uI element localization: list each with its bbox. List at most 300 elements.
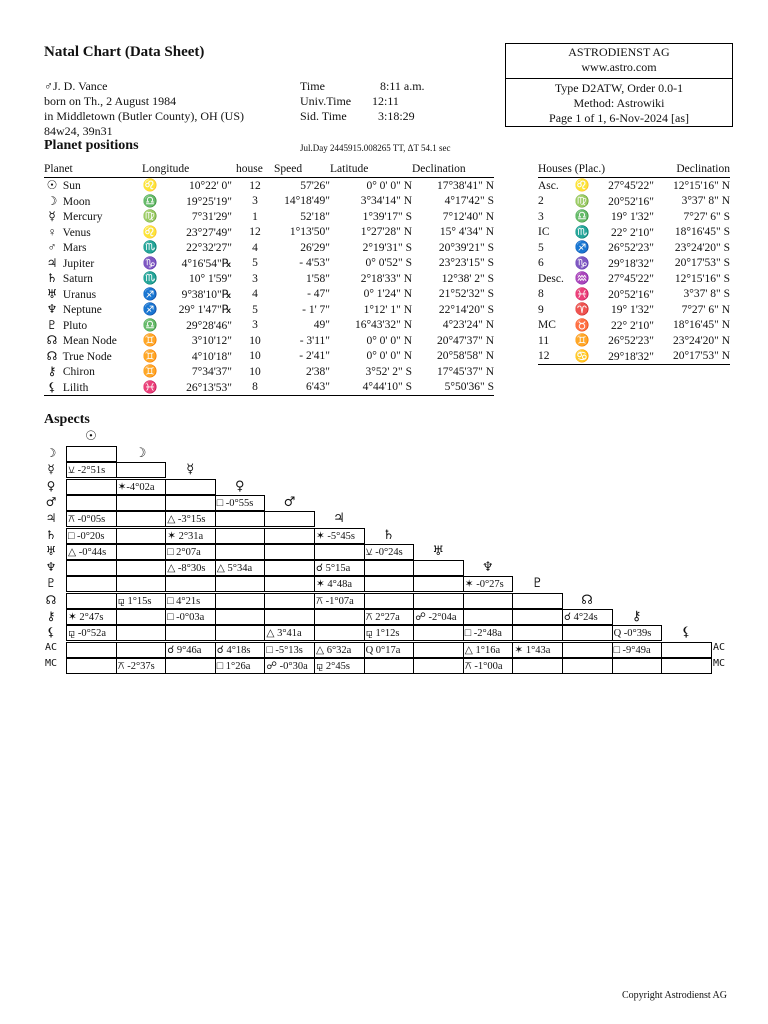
planet-row	[44, 364, 494, 380]
house-table-header	[538, 160, 730, 178]
aspect-cell	[66, 642, 117, 658]
aspect-cell	[116, 576, 167, 592]
aspect-row-glyph-icon: ⚸	[46, 625, 56, 640]
planet-glyph-icon: ♇	[46, 317, 58, 332]
planet-row	[44, 240, 494, 256]
aspect-cell: □ 2°07a	[165, 544, 216, 560]
aspect-cell: □ -2°48a	[463, 625, 514, 641]
planet-glyph-icon: ☿	[48, 209, 56, 224]
house-row	[538, 194, 730, 210]
house-declination: 20°17'53" N	[658, 349, 730, 365]
house-name: 5	[538, 241, 544, 254]
planet-longitude: 22°32'27"	[186, 242, 232, 255]
house-row	[538, 318, 730, 334]
planet-house: 12	[249, 226, 261, 239]
planet-speed: 57'26"	[300, 179, 330, 192]
planet-declination: 20°47'37" N	[436, 334, 494, 347]
planet-name: Mercury	[62, 211, 103, 224]
aspect-cell: △ -3°15s	[165, 511, 216, 527]
aspect-cell	[264, 528, 315, 544]
aspect-cell: □ -5°13s	[264, 642, 315, 658]
coordinates: 84w24, 39n31	[44, 124, 113, 138]
aspect-cell: □ -0°03a	[165, 609, 216, 625]
planet-glyph-icon: ☊	[46, 333, 58, 348]
planet-speed: 1°13'50"	[289, 226, 330, 239]
aspect-cell: Q -0°39s	[612, 625, 663, 641]
aspect-cell	[215, 544, 266, 560]
aspect-cell: ⚻ 2°27a	[364, 609, 415, 625]
page-info: Page 1 of 1, 6-Nov-2024 [as]	[549, 111, 689, 125]
planet-declination: 20°58'58" N	[436, 350, 494, 363]
planet-name: True Node	[62, 350, 112, 363]
aspect-cell	[165, 625, 216, 641]
aspect-cell: ⚻ -1°07a	[314, 593, 365, 609]
aspect-cell	[413, 576, 464, 592]
planet-longitude: 4°16'54"℞	[181, 257, 232, 270]
aspect-col-glyph-icon: ⚸	[681, 625, 691, 641]
planet-house: 3	[252, 272, 258, 285]
house-name: 11	[538, 334, 550, 347]
aspect-cell	[512, 609, 563, 625]
aspect-cell	[264, 560, 315, 576]
planet-longitude: 3°10'12"	[191, 335, 232, 348]
aspect-cell: ✶ 1°43a	[512, 642, 563, 658]
house-name: IC	[538, 226, 550, 239]
house-sign-icon: ♈	[574, 302, 590, 317]
col-house: house	[236, 160, 274, 178]
sign-glyph-icon: ♏	[142, 240, 158, 255]
aspect-cell: ✶ 2°47s	[66, 609, 117, 625]
aspect-cell	[562, 658, 613, 674]
aspect-cell: ⚻ -0°05s	[66, 511, 117, 527]
planet-longitude: 10° 1'59"	[189, 273, 232, 286]
aspect-col-glyph-icon: ♆	[481, 560, 494, 576]
aspect-cell	[264, 544, 315, 560]
aspect-cell	[215, 576, 266, 592]
house-longitude: 29°18'32"	[608, 350, 654, 363]
planet-glyph-icon: ⚷	[47, 364, 57, 379]
house-row	[538, 271, 730, 287]
planet-name: Mars	[62, 242, 87, 255]
planet-latitude: 3°34'14" N	[360, 195, 412, 208]
aspect-cell	[116, 560, 167, 576]
col-planet: Planet	[44, 160, 142, 178]
aspect-cell: ☌ 4°24s	[562, 609, 613, 625]
aspect-cell	[661, 658, 712, 674]
house-declination: 18°16'45" N	[672, 319, 730, 332]
planet-latitude: 2°18'33" N	[360, 272, 412, 285]
house-row	[538, 240, 730, 256]
sid-label: Sid. Time	[300, 109, 347, 123]
aspect-cell: △ 3°41a	[264, 625, 315, 641]
aspect-col-glyph-icon: ♅	[432, 543, 445, 559]
planet-latitude: 0° 0' 0" N	[366, 350, 412, 363]
planet-longitude: 19°25'19"	[186, 195, 232, 208]
planet-longitude: 9°38'10"℞	[181, 288, 232, 301]
aspect-cell	[116, 462, 167, 478]
planet-row	[44, 318, 494, 334]
aspect-cell	[116, 609, 167, 625]
aspect-cell	[413, 625, 464, 641]
house-name: Desc.	[538, 272, 564, 285]
house-name: 9	[538, 303, 544, 316]
ut-value: 12:11	[372, 94, 399, 108]
house-longitude: 22° 2'10"	[611, 319, 654, 332]
ut-label: Univ.Time	[300, 94, 352, 108]
aspect-row-glyph-icon: ♀	[46, 478, 56, 493]
planet-name: Neptune	[62, 304, 102, 317]
planet-latitude: 0° 1'24" N	[363, 288, 412, 301]
planet-house: 10	[249, 334, 261, 347]
planet-longitude: 7°31'29"	[191, 211, 232, 224]
house-row	[538, 287, 730, 303]
planet-declination: 15° 4'34" N	[439, 226, 494, 239]
aspect-cell	[66, 658, 117, 674]
aspect-cell	[413, 642, 464, 658]
aspect-cell: □ 1°26a	[215, 658, 266, 674]
house-row	[538, 209, 730, 225]
aspect-cell: ☍ -0°30a	[264, 658, 315, 674]
planet-house: 4	[252, 288, 258, 301]
aspect-col-glyph-icon: ♇	[531, 576, 544, 592]
aspect-cell	[264, 609, 315, 625]
aspect-row-glyph-icon: ☽	[45, 446, 57, 460]
planet-speed: 2'38"	[305, 365, 330, 378]
house-name: 6	[538, 257, 544, 270]
aspect-cell: ☌ 9°46a	[165, 642, 216, 658]
aspect-cell	[116, 642, 167, 658]
sign-glyph-icon: ♊	[142, 348, 158, 363]
house-declination: 12°15'16" S	[674, 272, 730, 285]
aspect-cell	[364, 576, 415, 592]
planet-house: 10	[249, 365, 261, 378]
planet-latitude: 1°27'28" N	[360, 226, 412, 239]
aspect-row-glyph-icon: AC	[712, 641, 726, 653]
house-declination: 18°16'45" S	[674, 226, 730, 239]
planet-house: 1	[252, 210, 258, 223]
house-table	[538, 160, 730, 365]
aspect-cell	[66, 560, 117, 576]
planet-latitude: 3°52' 2" S	[365, 365, 412, 378]
planet-house: 5	[252, 257, 258, 270]
col-latitude: Latitude	[330, 160, 412, 178]
aspect-cell: ☌ 5°15a	[314, 560, 365, 576]
planet-glyph-icon: ♅	[46, 286, 58, 301]
info-box	[505, 43, 733, 127]
aspect-cell	[413, 658, 464, 674]
planet-row	[44, 194, 494, 210]
aspect-cell: ⚻ -2°37s	[116, 658, 167, 674]
aspect-cell	[314, 544, 365, 560]
aspect-cell: □ 4°21s	[165, 593, 216, 609]
aspect-col-glyph-icon: ☉	[85, 429, 97, 444]
aspect-cell: △ 6°32a	[314, 642, 365, 658]
planet-longitude: 29°28'46"	[186, 319, 232, 332]
planet-speed: 49"	[313, 319, 330, 332]
planet-declination: 17°45'37" N	[436, 365, 494, 378]
planet-row	[44, 333, 494, 349]
planet-speed: 26'29"	[300, 241, 330, 254]
aspect-cell	[66, 446, 117, 462]
house-name: 3	[538, 210, 544, 223]
house-declination: 7°27' 6" N	[681, 303, 730, 316]
aspect-cell: ⚼ 2°45s	[314, 658, 365, 674]
aspect-cell	[413, 560, 464, 576]
aspect-cell	[165, 658, 216, 674]
aspect-cell	[116, 495, 167, 511]
chart-method: Method: Astrowiki	[573, 96, 665, 110]
house-row	[538, 178, 730, 194]
house-longitude: 19° 1'32"	[611, 211, 654, 224]
sign-glyph-icon: ♌	[142, 224, 158, 239]
planet-longitude: 4°10'18"	[191, 350, 232, 363]
aspect-row-glyph-icon: ♇	[45, 576, 57, 591]
aspect-cell	[463, 593, 514, 609]
planet-row	[44, 225, 494, 241]
sign-glyph-icon: ♌	[142, 178, 158, 193]
planet-speed: 14°18'49"	[284, 195, 330, 208]
planet-row	[44, 349, 494, 365]
planet-glyph-icon: ♆	[46, 302, 58, 317]
sign-glyph-icon: ♎	[142, 317, 158, 332]
sign-glyph-icon: ♍	[142, 209, 158, 224]
planet-house: 10	[249, 350, 261, 363]
planet-declination: 4°23'24" N	[442, 319, 494, 332]
aspect-row-glyph-icon: ♄	[45, 527, 57, 542]
aspect-cell	[66, 495, 117, 511]
planet-speed: - 47"	[307, 288, 330, 301]
planet-row	[44, 256, 494, 272]
aspect-cell	[165, 495, 216, 511]
aspect-cell	[116, 544, 167, 560]
planet-speed: - 3'11"	[299, 334, 330, 347]
company-url: www.astro.com	[581, 60, 657, 74]
aspect-cell: ⚺ -2°51s	[66, 462, 117, 478]
aspect-cell	[165, 479, 216, 495]
planet-name: Chiron	[62, 366, 95, 379]
aspect-cell	[264, 593, 315, 609]
sign-glyph-icon: ♊	[142, 364, 158, 379]
sign-glyph-icon: ♏	[142, 271, 158, 286]
aspect-cell	[116, 511, 167, 527]
aspect-cell: ⚼ 1°12s	[364, 625, 415, 641]
aspect-cell	[215, 609, 266, 625]
house-sign-icon: ♑	[574, 255, 590, 270]
aspect-cell: □ -9°49a	[612, 642, 663, 658]
aspect-cell	[314, 625, 365, 641]
aspect-row-glyph-icon: ♅	[45, 543, 57, 558]
aspect-cell: ☌ 4°18s	[215, 642, 266, 658]
aspect-cell	[463, 609, 514, 625]
aspect-cell: ☍ -2°04a	[413, 609, 464, 625]
aspect-row-glyph-icon: ♆	[45, 560, 57, 575]
house-name: Asc.	[538, 179, 559, 192]
aspect-col-glyph-icon: ⚷	[631, 609, 642, 624]
house-row	[538, 333, 730, 349]
sign-glyph-icon: ♐	[142, 286, 158, 301]
planet-name: Pluto	[62, 319, 88, 332]
house-name: 8	[538, 288, 544, 301]
house-longitude: 19° 1'32"	[611, 304, 654, 317]
planet-glyph-icon: ☉	[46, 178, 58, 193]
planet-latitude: 0° 0' 0" N	[366, 334, 412, 347]
person-name: ♂J. D. Vance	[44, 79, 108, 93]
planet-latitude: 1°39'17" S	[362, 210, 412, 223]
aspect-col-glyph-icon: ♀	[235, 478, 245, 494]
aspect-cell	[314, 609, 365, 625]
aspect-cell	[264, 511, 315, 527]
planet-speed: 52'18"	[300, 210, 330, 223]
aspect-row-glyph-icon: MC	[44, 657, 58, 669]
planet-glyph-icon: ☽	[46, 193, 58, 208]
aspect-cell: Q 0°17a	[364, 642, 415, 658]
aspect-cell	[165, 576, 216, 592]
aspect-cell	[116, 625, 167, 641]
planet-speed: - 4'53"	[299, 257, 330, 270]
planet-table-header	[44, 160, 494, 178]
aspect-cell	[215, 511, 266, 527]
house-sign-icon: ♒	[574, 271, 590, 286]
aspect-cell	[364, 658, 415, 674]
planet-row	[44, 271, 494, 287]
aspect-cell: ✶ 2°31a	[165, 528, 216, 544]
aspect-col-glyph-icon: ☊	[581, 592, 593, 608]
house-longitude: 26°52'23"	[608, 242, 654, 255]
aspect-cell	[66, 576, 117, 592]
planet-glyph-icon: ♄	[46, 271, 58, 286]
house-sign-icon: ♍	[574, 193, 590, 208]
planet-name: Uranus	[62, 288, 97, 301]
aspect-cell	[512, 625, 563, 641]
planet-declination: 22°14'20" S	[438, 303, 494, 316]
aspect-row-glyph-icon: ♂	[45, 494, 57, 509]
aspect-col-glyph-icon: ♂	[283, 494, 296, 510]
planet-latitude: 2°19'31" S	[362, 241, 412, 254]
julian-day: Jul.Day 2445915.008265 TT, ΔT 54.1 sec	[300, 143, 451, 153]
planet-name: Lilith	[62, 381, 89, 394]
aspect-cell	[661, 642, 712, 658]
aspect-cell	[116, 528, 167, 544]
planet-section-title: Planet positions	[44, 138, 139, 153]
house-declination: 20°17'53" S	[674, 257, 730, 270]
house-row	[538, 225, 730, 241]
house-declination: 3°37' 8" N	[681, 195, 730, 208]
planet-name: Jupiter	[62, 257, 95, 270]
house-sign-icon: ♓	[574, 286, 590, 301]
planet-longitude: 26°13'53"	[186, 381, 232, 394]
house-name: MC	[538, 319, 556, 332]
house-longitude: 27°45'22"	[608, 180, 654, 193]
aspect-cell	[364, 593, 415, 609]
house-name: 12	[538, 349, 574, 365]
col-houses: Houses (Plac.)	[538, 160, 658, 178]
aspect-cell: ⚼ -0°52a	[66, 625, 117, 641]
planet-house: 4	[252, 241, 258, 254]
col-longitude: Longitude	[142, 160, 236, 178]
house-sign-icon: ♌	[574, 178, 590, 193]
aspect-cell	[66, 479, 117, 495]
aspect-cell: △ -8°30s	[165, 560, 216, 576]
copyright: Copyright Astrodienst AG	[622, 990, 728, 1001]
house-row	[538, 349, 730, 365]
planet-declination: 23°23'15" S	[438, 257, 494, 270]
aspect-col-glyph-icon: ♄	[382, 527, 395, 543]
house-sign-icon: ♎	[574, 209, 590, 224]
planet-name: Venus	[62, 226, 91, 239]
house-row	[538, 256, 730, 272]
planet-speed: - 2'41"	[299, 350, 330, 363]
planet-name: Moon	[62, 195, 91, 208]
sign-glyph-icon: ♎	[142, 193, 158, 208]
col-declination: Declination	[412, 160, 494, 178]
time-value: 8:11 a.m.	[380, 79, 425, 93]
house-longitude: 20°52'16"	[608, 195, 654, 208]
aspect-cell	[66, 593, 117, 609]
planet-latitude: 4°44'10" S	[330, 380, 412, 396]
aspect-cell	[264, 576, 315, 592]
planet-speed: 1'58"	[305, 272, 330, 285]
aspect-col-glyph-icon: ♃	[333, 511, 345, 527]
planet-declination: 4°17'42" S	[444, 195, 494, 208]
aspect-cell: ⚻ -1°00a	[463, 658, 514, 674]
planet-row	[44, 209, 494, 225]
aspects-section-title: Aspects	[44, 412, 90, 427]
aspect-cell	[364, 560, 415, 576]
aspect-cell	[215, 625, 266, 641]
planet-glyph-icon: ⚸	[47, 379, 57, 394]
birth-place: in Middletown (Butler County), OH (US)	[44, 109, 244, 123]
aspect-cell: ✶ 4°48a	[314, 576, 365, 592]
planet-glyph-icon: ☊	[46, 348, 58, 363]
aspect-row-glyph-icon: MC	[712, 657, 726, 669]
aspect-cell: □ -0°55s	[215, 495, 266, 511]
planet-name: Saturn	[62, 273, 93, 286]
sid-value: 3:18:29	[378, 109, 415, 123]
house-longitude: 22° 2'10"	[611, 226, 654, 239]
planet-latitude: 0° 0'52" S	[365, 257, 412, 270]
planet-house: 5	[252, 303, 258, 316]
chart-type: Type D2ATW, Order 0.0-1	[554, 81, 684, 95]
aspect-cell: □ -0°20s	[66, 528, 117, 544]
sign-glyph-icon: ♑	[142, 255, 158, 270]
aspect-cell	[413, 593, 464, 609]
planet-declination: 20°39'21" S	[438, 241, 494, 254]
house-sign-icon: ♉	[574, 317, 590, 332]
house-row	[538, 302, 730, 318]
house-sign-icon: ♐	[574, 240, 590, 255]
aspect-row-glyph-icon: ⚷	[46, 609, 56, 623]
aspect-cell: △ 5°34a	[215, 560, 266, 576]
planet-longitude: 10°22' 0"	[189, 180, 232, 193]
planet-speed: 6'43"	[274, 380, 330, 396]
aspect-cell: △ -0°44s	[66, 544, 117, 560]
planet-row	[44, 302, 494, 318]
planet-house: 3	[252, 319, 258, 332]
planet-row	[44, 287, 494, 303]
time-label: Time	[300, 79, 325, 93]
house-declination: 7°27' 6" S	[683, 210, 730, 223]
planet-name: Sun	[62, 180, 81, 193]
planet-row	[44, 380, 494, 396]
aspect-cell	[512, 658, 563, 674]
house-sign-icon: ♏	[574, 224, 590, 239]
planet-latitude: 0° 0' 0" N	[366, 179, 412, 192]
aspect-col-glyph-icon: ☿	[186, 462, 195, 478]
company-name: ASTRODIENST AG	[568, 45, 670, 59]
sign-glyph-icon: ♊	[142, 333, 158, 348]
aspect-cell: ⚼ 1°15s	[116, 593, 167, 609]
sign-glyph-icon: ♓	[142, 379, 158, 394]
